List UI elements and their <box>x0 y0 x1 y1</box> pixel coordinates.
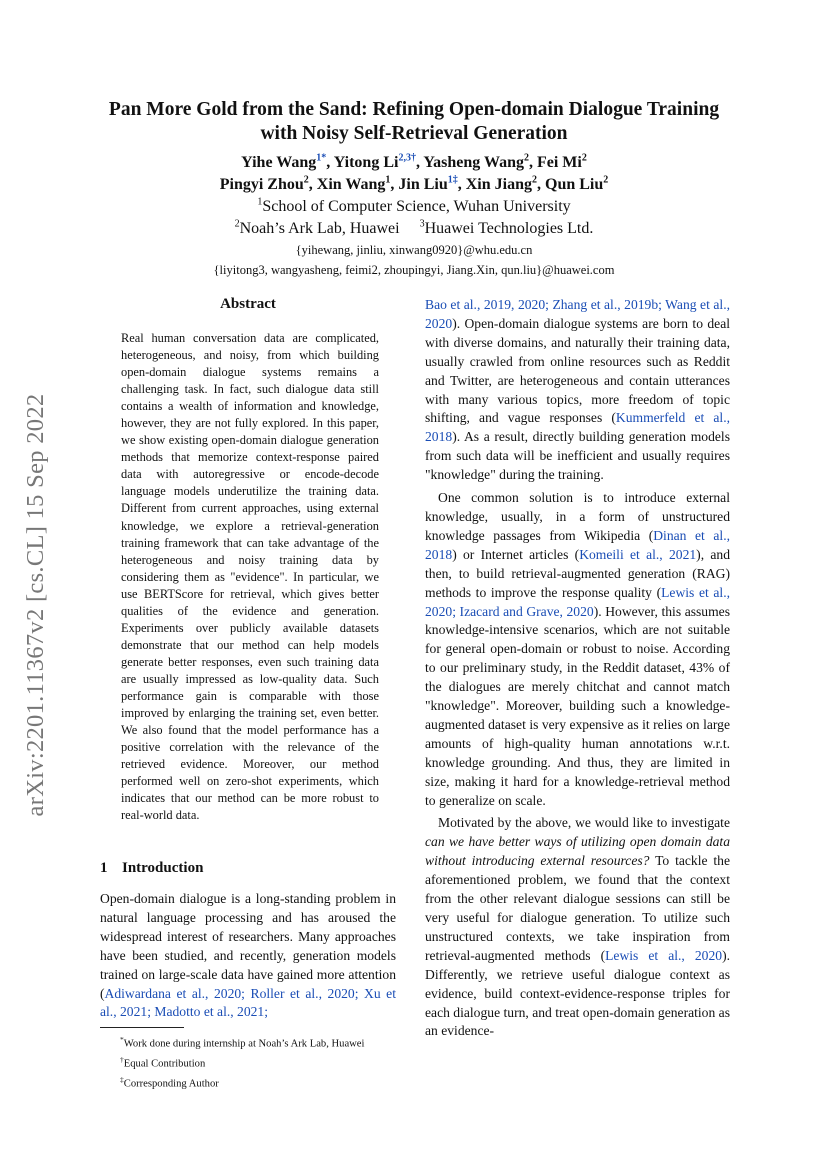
authors-line-1: Yihe Wang$^{1*}$, Yitong $Li^{2,3\dagger}$, Yasheng Wang$^2$, Fei Mi$^2$ <box>241 152 587 171</box>
aff-text: Huawei Technologies Ltd. <box>424 220 594 237</box>
author-name: Jin Liu <box>398 176 448 193</box>
author-name: Qun Liu <box>545 176 604 193</box>
intro-text: ), and then, to build retrieval-augmented generation (RAG) methods to improve the response quality ( <box>425 546 730 600</box>
footnote-rule <box>100 1027 184 1028</box>
footnote-text: Corresponding Author <box>123 1078 219 1090</box>
citation-link[interactable]: Adiwardana et al., 2020; Roller et al., 2020; Xu et al., 2021; Madotto et al., 2021; <box>100 985 396 1020</box>
citation-link[interactable]: Lewis et al., 2020 <box>605 947 723 963</box>
intro-paragraph-2 <box>425 489 730 810</box>
section-heading-introduction <box>100 860 203 877</box>
citation-link[interactable]: Bao et al., 2019, 2020; Zhang et al., 2019b; Wang et al., 2020 <box>425 297 730 331</box>
abstract-text: Real human conversation data are complicated, heterogeneous, and noisy, from which building open-domain dialogue systems remains a challenging task. In fact, such dialogue data still contains a wealth of information and knowledge, however, they are not fully explored. In this paper, we show existing open-domain dialogue generation methods that memorize context-response paired data with autoregressive or encode-decode language models underutilize the training data. Different from current approaches, using external knowledge, we explore a retrieval-generation training framework that can take advantage of the heterogeneous and noisy training data by considering them as "evidence". In particular, we use BERTScore for retrieval, which gives better qualities of the evidence and generation. Experiments over publicly available datasets demonstrate that our method can help models generate better responses, even such training data are usually impressed as low-quality data. Such performance gain is comparable with those improved by enlarging the training set, even better. We also found that the model performance has a positive correlation with the relevance of the retrieved evidence. Moreover, our method performed well on zero-shot experiments, which indicates that our method can be more robust to real-world data. <box>121 331 379 823</box>
email-line-1: {yihewang, jinliu, xinwang0920}@whu.edu.cn <box>295 243 533 257</box>
intro-text: ). Differently, we retrieve useful dialogue context as evidence, build context-evidence-response triples for each dialogue turn, and treat open-domain generation as an evidence- <box>425 947 730 1039</box>
authors-line-2: Pingyi Zhou$^2$, Xin Wang$^1$, Jin Liu$^{1\ddagger}$, Xin Jiang$^2$, Qun Liu$^2$ <box>219 174 609 193</box>
citation-link[interactable]: Komeili et al., 2021 <box>579 546 697 562</box>
intro-text: ) or Internet articles ( <box>452 546 580 562</box>
author-sup: 1 <box>385 174 391 186</box>
footnote-text: Work done during internship at Noah’s Ark Lab, Huawei <box>123 1038 365 1050</box>
author-sup: 2 <box>303 174 309 186</box>
aff-text: School of Computer Science, Wuhan University <box>262 198 571 215</box>
author-name: Xin Wang <box>316 176 386 193</box>
arxiv-id-text: arXiv:2201.11367v2 [cs.CL] 15 Sep 2022 <box>22 393 49 817</box>
footnote-mark: * <box>120 1035 124 1044</box>
author-sup: 2,3† <box>398 152 416 164</box>
citation-link[interactable]: Kummerfeld et al., 2018 <box>425 410 731 445</box>
author-sup: 2 <box>532 174 537 186</box>
affiliation-2-3 <box>80 218 748 240</box>
author-name: Xin Jiang <box>465 176 532 193</box>
footnote-text: Equal Contribution <box>123 1058 206 1070</box>
footnote-mark: ‡ <box>120 1074 124 1084</box>
paper-title <box>80 98 748 146</box>
intro-right-column <box>425 296 730 1041</box>
author-sup: 1* <box>316 152 327 164</box>
intro-text: ). However, this assumes knowledge-intensive scenarios, which are not suitable for general open-domain or robust to noise. According to our preliminary study, in the Reddit dataset, 43% of the dialogues are merely chitchat and cannot match "knowledge". Moreover, building such a knowledge-augmented dataset is very expensive as it relies on large amounts of high-quality human annotations w.r.t. knowledge grounding. And thus, they are limited in size, making it hard for a knowledge-retrieval method to generalize on scale. <box>425 603 730 808</box>
intro-paragraph-1-cont <box>425 296 730 485</box>
intro-paragraph-3 <box>425 814 730 1041</box>
intro-text: ). As a result, directly building generation models from such data will be inefficient and usually requires "knowledge" during the training. <box>425 429 730 483</box>
affiliation-1 <box>80 196 748 218</box>
citation-link[interactable]: Dinan et al., 2018 <box>425 527 730 562</box>
intro-text: ). Open-domain dialogue systems are born to deal with diverse domains, and naturally their training data, usually crawled from online resources such as Reddit and Twitter, are heterogeneous and contain utterances with many various topics, more freedom of topic shifting, and vague responses ( <box>425 315 730 426</box>
author-sup: 2 <box>523 152 529 164</box>
footnote-2 <box>100 1052 396 1072</box>
abstract-heading: Abstract <box>220 296 276 312</box>
author-name: Fei Mi <box>536 154 582 171</box>
footnote-3 <box>100 1072 396 1092</box>
aff-text: Noah’s Ark Lab, Huawei <box>239 220 400 237</box>
author-sup: 2 <box>581 152 587 164</box>
title-line-1: Pan More Gold from the Sand: Refining Open-domain Dialogue Training <box>108 99 720 120</box>
citation-link[interactable]: Lewis et al., 2020; Izacard and Grave, 2020 <box>425 584 730 619</box>
author-sup: 1‡ <box>447 174 458 186</box>
author-name: Yitong Li <box>333 154 399 171</box>
email-line-2: {liyitong3, wangyasheng, feimi2, zhoupingyi, Jiang.Xin, qun.liu}@huawei.com <box>213 263 615 277</box>
aff-sup: 3 <box>419 218 425 230</box>
author-name: Yasheng Wang <box>423 154 524 171</box>
intro-italic-question: can we have better ways of utilizing open domain data without introducing external resources? <box>425 834 730 869</box>
author-name: Yihe Wang <box>241 154 317 171</box>
author-sup: 2 <box>603 174 609 186</box>
footnote-mark: † <box>120 1054 124 1064</box>
title-line-2: with Noisy Self-Retrieval Generation <box>260 123 568 144</box>
section-title: Introduction <box>122 860 204 876</box>
footnote-1 <box>100 1032 396 1052</box>
intro-text: Open-domain dialogue is a long-standing problem in natural language processing and has aroused the widespread interest of researchers. Many approaches have been studied, and recently, generation models trained on large-scale data have gained more attention ( <box>100 891 396 1001</box>
author-name: Pingyi Zhou <box>219 176 304 193</box>
aff-sup: 2 <box>234 218 240 230</box>
author-block <box>80 152 748 280</box>
aff-sup: 1 <box>257 196 263 208</box>
footnotes <box>100 1032 396 1091</box>
abstract-body <box>121 330 379 824</box>
section-number: 1 <box>100 860 108 876</box>
intro-text: One common solution is to introduce external knowledge, usually, in a form of unstructured knowledge passages from Wikipedia ( <box>425 490 730 543</box>
intro-text: To tackle the aforementioned problem, we found that the context from the other relevant dialogue sessions can still be very useful for dialogue generation. To utilize such unstructured contexts, we take inspiration from retrieval-augmented methods ( <box>425 853 730 963</box>
intro-text: Motivated by the above, we would like to investigate <box>438 815 730 831</box>
arxiv-identifier <box>16 365 56 845</box>
intro-paragraph-1 <box>100 890 396 1022</box>
intro-left-column <box>100 890 396 1022</box>
